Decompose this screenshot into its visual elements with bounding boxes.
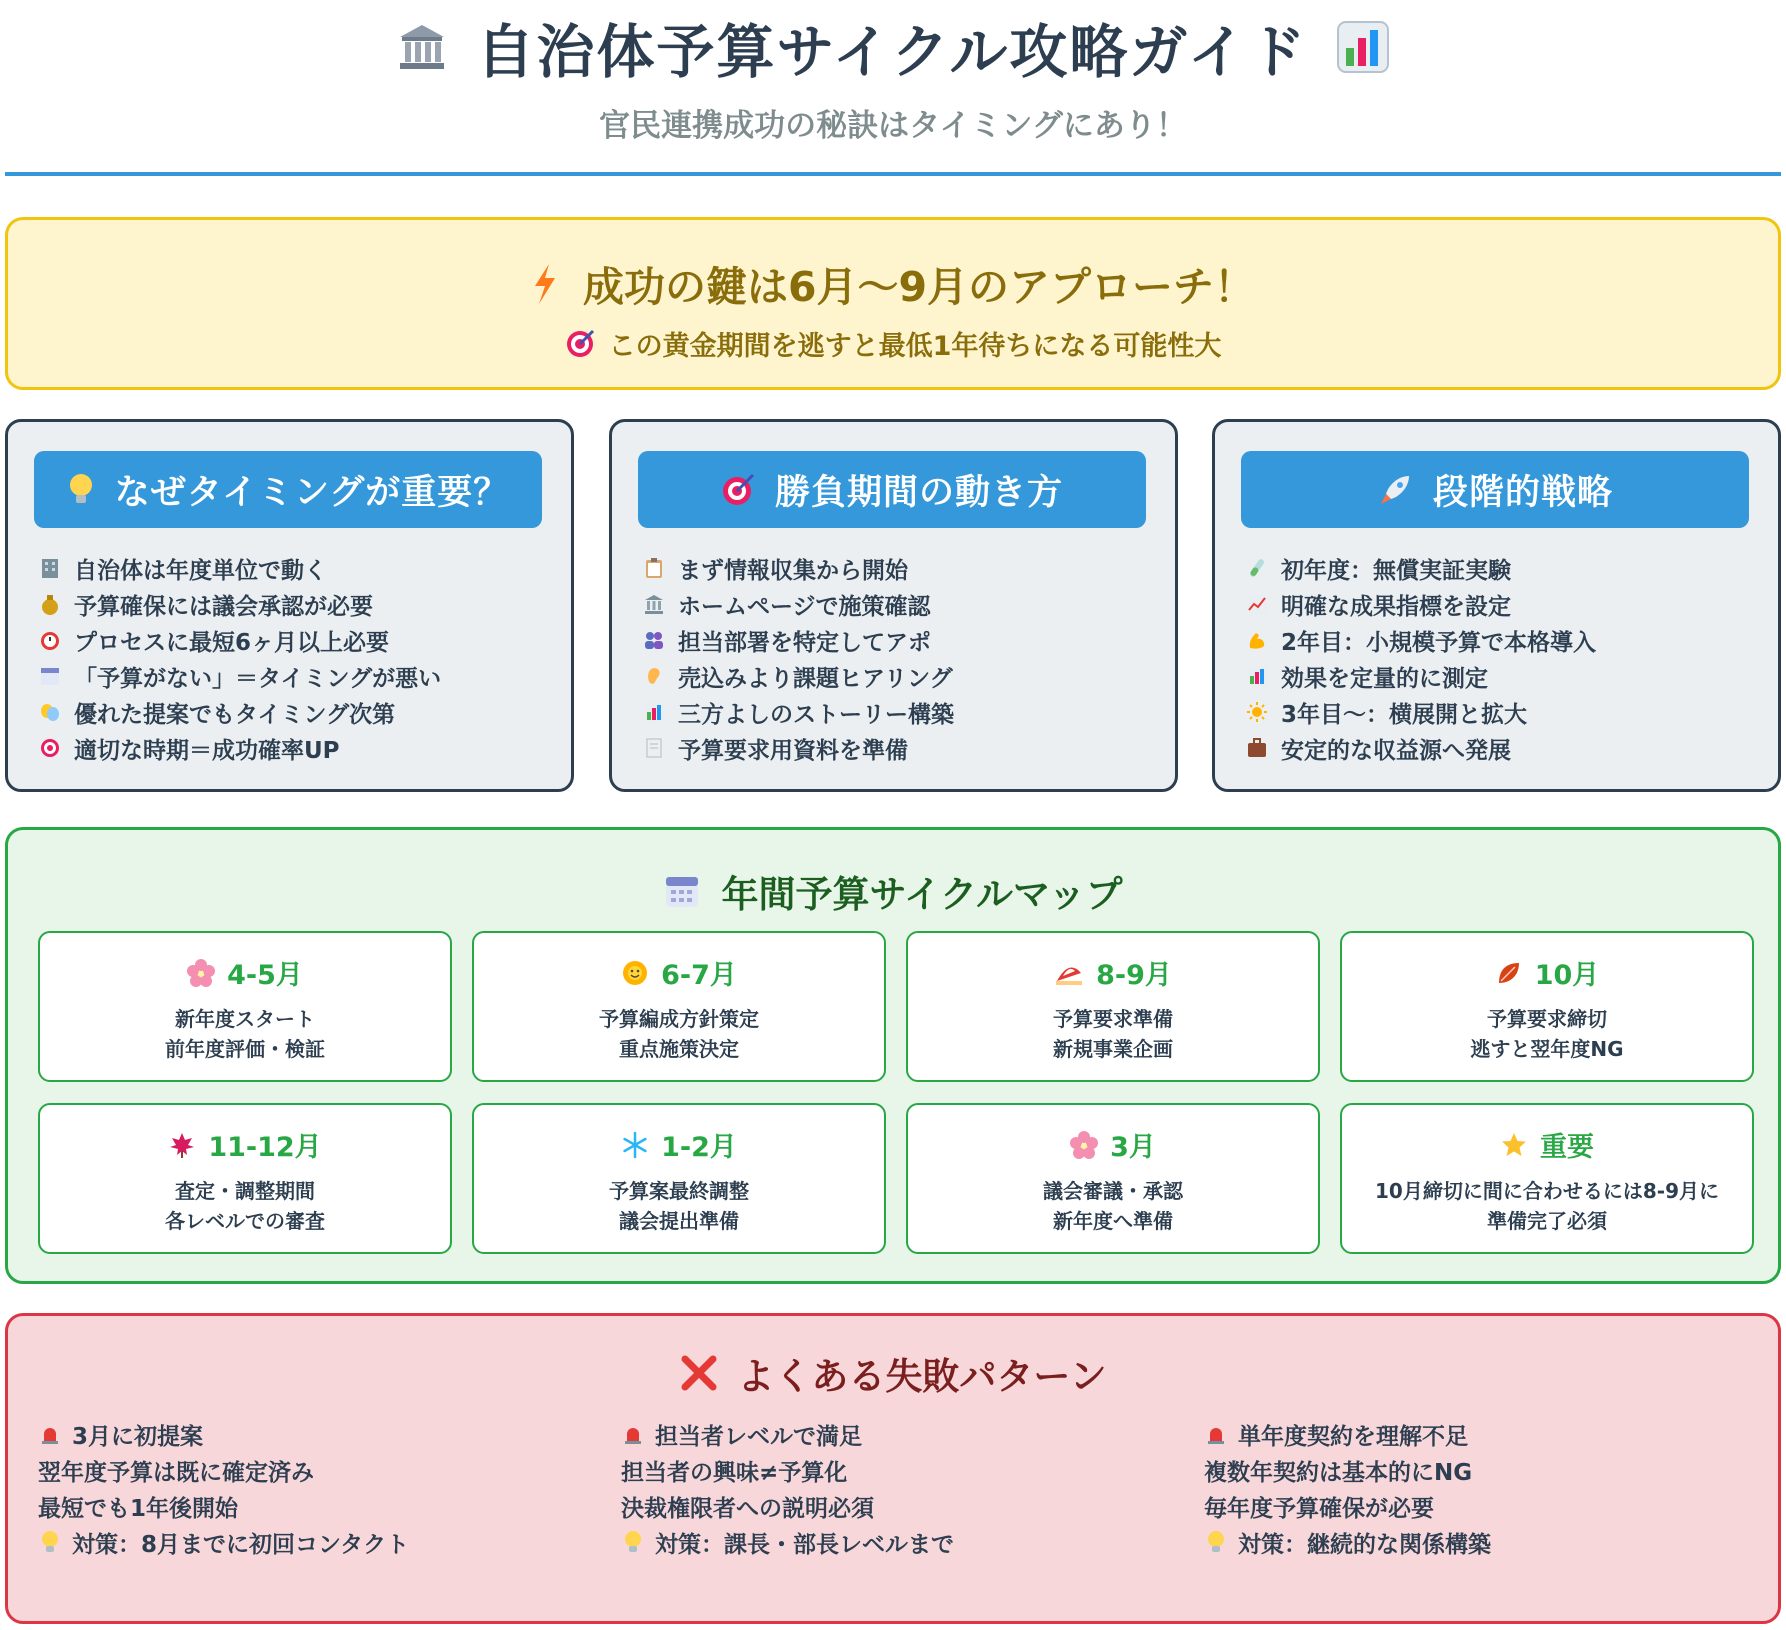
list-item: 売込みより課題ヒアリング <box>642 658 1162 694</box>
banner-title-row <box>8 254 1778 313</box>
flexed-bicep-icon <box>1245 628 1269 652</box>
fail-fix: 対策：課長・部長レベルまで <box>621 1524 1181 1560</box>
briefcase-icon <box>1245 736 1269 760</box>
card-winning-period <box>609 419 1178 792</box>
list-item: 優れた提案でもタイミング次第 <box>38 694 558 730</box>
header-divider <box>5 172 1781 176</box>
lightning-icon <box>531 262 559 306</box>
month-label: 11-12月 <box>208 1132 322 1163</box>
month-line-2: 新年度へ準備 <box>1053 1209 1173 1233</box>
month-card-important <box>1340 1103 1754 1254</box>
banner-subtitle: この黄金期間を逃すと最低1年待ちになる可能性大 <box>608 331 1222 362</box>
key-banner <box>5 217 1781 390</box>
list-item: 安定的な収益源へ発展 <box>1245 730 1765 766</box>
list-item: 担当部署を特定してアポ <box>642 622 1162 658</box>
money-bag-icon <box>38 592 62 616</box>
month-line-2: 逃すと翌年度NG <box>1470 1037 1624 1061</box>
list-item: 適切な時期＝成功確率UP <box>38 730 558 766</box>
clipboard-icon <box>642 556 666 580</box>
banner-subtitle-row <box>8 324 1778 363</box>
maple-leaf-icon <box>168 1131 196 1159</box>
target-icon <box>721 473 755 507</box>
month-card <box>472 931 886 1082</box>
cycle-title-row <box>8 864 1778 918</box>
month-label: 1-2月 <box>661 1132 737 1163</box>
bar-chart-icon <box>1245 664 1269 688</box>
month-card <box>1340 931 1754 1082</box>
month-line-1: 新年度スタート <box>175 1007 315 1031</box>
alarm-clock-icon <box>38 628 62 652</box>
fail-head: 単年度契約を理解不足 <box>1204 1416 1764 1452</box>
budget-cycle-map <box>5 827 1781 1284</box>
lightbulb-icon <box>621 1530 645 1554</box>
month-line-1: 予算要求準備 <box>1053 1007 1173 1031</box>
document-icon <box>642 736 666 760</box>
calendar-icon <box>663 872 701 910</box>
bank-icon <box>642 592 666 616</box>
month-line-1: 予算案最終調整 <box>609 1179 749 1203</box>
month-label: 8-9月 <box>1096 960 1172 991</box>
cherry-blossom-icon <box>187 959 215 987</box>
month-card <box>38 1103 452 1254</box>
card-header <box>34 451 542 528</box>
lightbulb-icon <box>67 472 95 508</box>
list-item: 効果を定量的に測定 <box>1245 658 1765 694</box>
month-label: 6-7月 <box>661 960 737 991</box>
month-card <box>38 931 452 1082</box>
list-item: 「予算がない」＝タイミングが悪い <box>38 658 558 694</box>
month-label: 重要 <box>1540 1132 1594 1163</box>
target-icon <box>38 736 62 760</box>
month-line-1: 議会審議・承認 <box>1043 1179 1183 1203</box>
failure-patterns <box>5 1313 1781 1624</box>
cross-mark-icon <box>679 1353 719 1393</box>
lightbulb-icon <box>1204 1530 1228 1554</box>
ear-icon <box>642 664 666 688</box>
sun-icon <box>1245 700 1269 724</box>
cherry-blossom-icon <box>1070 1131 1098 1159</box>
fail-head: 担当者レベルで満足 <box>621 1416 1181 1452</box>
leaves-icon <box>1495 959 1523 987</box>
fail-fix: 対策：8月までに初回コンタクト <box>38 1524 598 1560</box>
siren-icon <box>621 1422 645 1446</box>
list-item: 明確な成果指標を設定 <box>1245 586 1765 622</box>
snowflake-icon <box>621 1131 649 1159</box>
fail-head: 3月に初提案 <box>38 1416 598 1452</box>
test-tube-icon <box>1245 556 1269 580</box>
banner-title: 成功の鍵は6月〜9月のアプローチ！ <box>582 263 1256 311</box>
fail-title: よくある失敗パターン <box>737 1355 1107 1398</box>
month-line-1: 予算編成方針策定 <box>599 1007 759 1031</box>
siren-icon <box>38 1422 62 1446</box>
month-label: 10月 <box>1534 960 1600 991</box>
fail-column <box>1204 1416 1764 1560</box>
card-list <box>38 550 558 766</box>
month-card <box>906 931 1320 1082</box>
month-card <box>472 1103 886 1254</box>
card-list <box>642 550 1162 766</box>
siren-icon <box>1204 1422 1228 1446</box>
list-item: 3年目〜：横展開と拡大 <box>1245 694 1765 730</box>
card-title: 勝負期間の動き方 <box>774 472 1063 513</box>
fail-line: 最短でも1年後開始 <box>38 1495 239 1522</box>
list-item: 2年目：小規模予算で本格導入 <box>1245 622 1765 658</box>
month-line-2: 各レベルでの審査 <box>165 1209 325 1233</box>
card-list <box>1245 550 1765 766</box>
card-title: なぜタイミングが重要？ <box>114 472 510 513</box>
fail-fix: 対策：継続的な関係構築 <box>1204 1524 1764 1560</box>
fail-line: 担当者の興味≠予算化 <box>621 1459 848 1486</box>
month-card <box>906 1103 1320 1254</box>
trend-chart-icon <box>1245 592 1269 616</box>
page-title: 自治体予算サイクル攻略ガイド <box>476 18 1308 86</box>
card-header <box>1241 451 1749 528</box>
month-label: 3月 <box>1110 1132 1156 1163</box>
beach-icon <box>1054 959 1084 987</box>
page-header <box>0 0 1786 176</box>
card-why-timing <box>5 419 574 792</box>
calendar-icon <box>38 664 62 688</box>
list-item: まず情報収集から開始 <box>642 550 1162 586</box>
card-staged-strategy <box>1212 419 1781 792</box>
star-icon <box>1500 1131 1528 1159</box>
fail-line: 翌年度予算は既に確定済み <box>38 1459 314 1486</box>
cycle-title: 年間予算サイクルマップ <box>721 873 1123 916</box>
month-line-1: 10月締切に間に合わせるには8-9月に <box>1375 1179 1719 1203</box>
list-item: 予算要求用資料を準備 <box>642 730 1162 766</box>
lightbulb-icon <box>38 1530 62 1554</box>
target-icon <box>565 329 595 359</box>
month-line-1: 査定・調整期間 <box>175 1179 315 1203</box>
month-line-2: 議会提出準備 <box>619 1209 739 1233</box>
fail-line: 毎年度予算確保が必要 <box>1204 1495 1434 1522</box>
fail-column <box>621 1416 1181 1560</box>
month-line-1: 予算要求締切 <box>1487 1007 1607 1031</box>
list-item: 三方よしのストーリー構築 <box>642 694 1162 730</box>
month-line-2: 重点施策決定 <box>619 1037 739 1061</box>
page-subtitle: 官民連携成功の秘訣はタイミングにあり！ <box>599 108 1187 144</box>
month-line-2: 新規事業企画 <box>1053 1037 1173 1061</box>
month-line-2: 前年度評価・検証 <box>165 1037 325 1061</box>
list-item: 自治体は年度単位で動く <box>38 550 558 586</box>
sunflower-icon <box>621 959 649 987</box>
list-item: 初年度：無償実証実験 <box>1245 550 1765 586</box>
fail-title-row <box>8 1346 1778 1400</box>
office-building-icon <box>38 556 62 580</box>
fail-column <box>38 1416 598 1560</box>
rocket-icon <box>1377 472 1413 508</box>
bar-chart-icon <box>642 700 666 724</box>
theater-masks-icon <box>38 700 62 724</box>
list-item: ホームページで施策確認 <box>642 586 1162 622</box>
card-header <box>638 451 1146 528</box>
title-row <box>0 12 1786 86</box>
fail-line: 複数年契約は基本的にNG <box>1204 1459 1473 1486</box>
month-line-2: 準備完了必須 <box>1487 1209 1607 1233</box>
list-item: 予算確保には議会承認が必要 <box>38 586 558 622</box>
list-item: プロセスに最短6ヶ月以上必要 <box>38 622 558 658</box>
fail-line: 決裁権限者への説明必須 <box>621 1495 874 1522</box>
people-icon <box>642 628 666 652</box>
card-title: 段階的戦略 <box>1432 472 1613 513</box>
bar-chart-icon <box>1336 20 1390 74</box>
month-label: 4-5月 <box>227 960 303 991</box>
bank-icon <box>396 21 448 73</box>
